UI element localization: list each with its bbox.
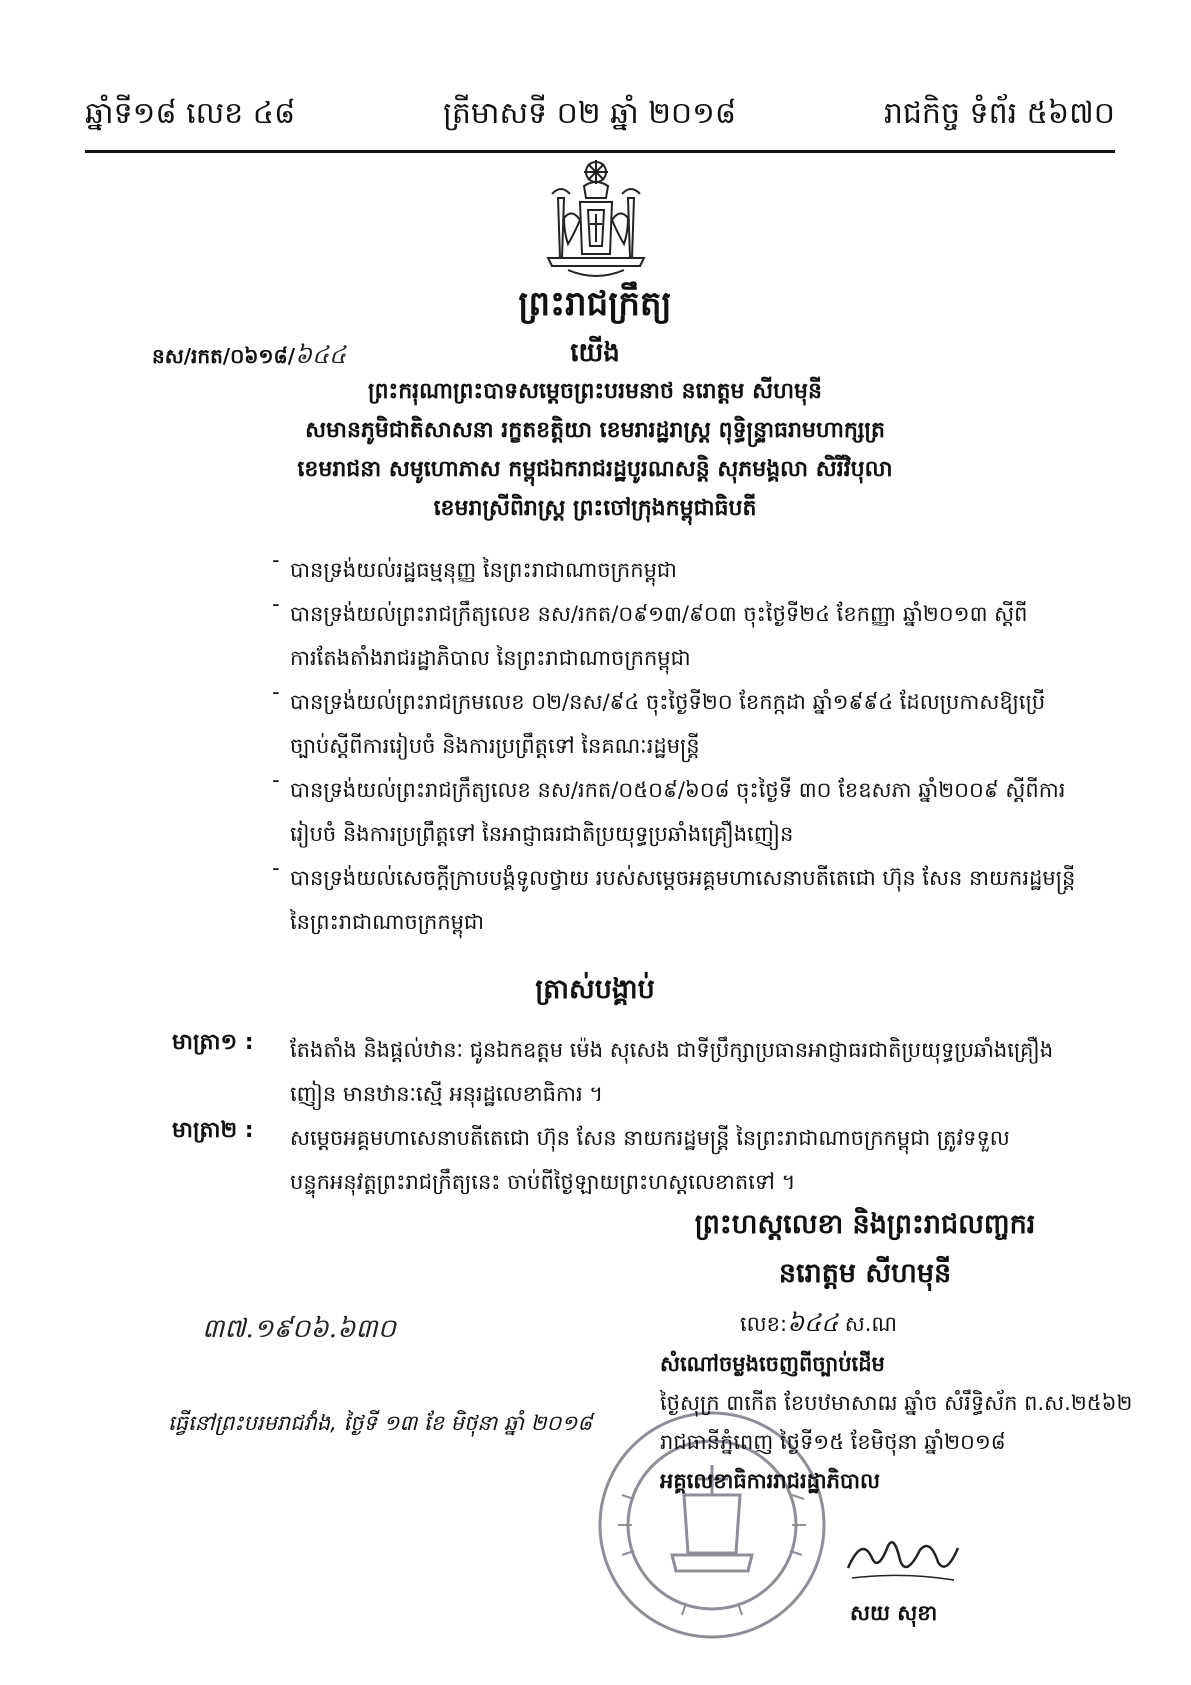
royal-preamble <box>180 372 1010 528</box>
royal-name: នរោត្តម សីហមុនី <box>778 1258 952 1289</box>
consideration-item: - បានទ្រង់យល់ព្រះរាជក្រឹត្យលេខ នស/រកត/០៩១៣/៩០៣ ចុះថ្ងៃទី២៤ ខែកញ្ញា ឆ្នាំ២០១៣ ស្តីពី ការតែងតាំងរាជរដ្ឋាភិបាល នៃព្រះរាជាណាចក្រកម្ពុជា <box>272 592 1052 680</box>
considerations-list <box>272 548 1076 944</box>
consideration-line: បានទ្រង់យល់ព្រះរាជក្រមលេខ ០២/នស/៩៤ ចុះថ្ងៃទី២០ ខែកក្កដា ឆ្នាំ១៩៩៤ ដែលប្រកាសឱ្យប្រើ <box>290 690 1046 714</box>
lunar-date: ថ្ងៃសុក្រ ៣កើត ខែបឋមាសាឍ ឆ្នាំច សំរឹទ្ធិស័ក ព.ស.២៥៦២ <box>660 1391 1133 1415</box>
handwritten-signature-icon <box>842 1528 962 1588</box>
handwritten-note: ៣៧.១៩០៦.៦៣០ <box>202 1314 397 1344</box>
consideration-line: បានទ្រង់យល់សេចក្តីក្រាបបង្គំទូលថ្វាយ របស់សម្តេចអគ្គមហាសេនាបតីតេជោ ហ៊ុន សែន នាយករដ្ឋមន្ត្រី <box>290 866 1076 890</box>
royal-signature-label: ព្រះហស្តលេខា និងព្រះរាជលញ្ចករ <box>694 1209 1036 1240</box>
royal-coat-of-arms-icon <box>538 158 654 286</box>
place-date: ធ្វើនៅព្រះបរមរាជវាំង, ថ្ងៃទី ១៣ ខែ មិថុនា ឆ្នាំ ២០១៨ <box>168 1411 593 1435</box>
article-label: មាត្រា១ : <box>172 1030 254 1055</box>
consideration-line: រៀបចំ និងការប្រព្រឹត្តទៅ នៃអាជ្ញាធរជាតិប្រយុទ្ធប្រឆាំងគ្រឿងញៀន <box>290 822 794 846</box>
preamble-line: ខេមរាស្រីពិរាស្ត្រ ព្រះចៅក្រុងកម្ពុជាធិបតី <box>433 496 757 521</box>
preamble-line: សមានភូមិជាតិសាសនា រក្ខតខត្តិយា ខេមរារដ្ឋរាស្ត្រ ពុទ្ធិន្ទ្រាធរាមហាក្សត្រ <box>305 418 885 443</box>
gazette-page: រាជកិច្ច ទំព័រ ៥៦៧០ <box>883 96 1115 131</box>
consideration-line: បានទ្រង់យល់ព្រះរាជក្រឹត្យលេខ នស/រកត/០៥០៩/៦០៨ ចុះថ្ងៃទី ៣០ ខែឧសភា ឆ្នាំ២០០៩ ស្តីពីការ <box>290 778 1066 802</box>
consideration-item: - បានទ្រង់យល់ព្រះរាជក្រឹត្យលេខ នស/រកត/០៥០៩/៦០៨ ចុះថ្ងៃទី ៣០ ខែឧសភា ឆ្នាំ២០០៩ ស្តីពីការ រៀបចំ និងការប្រព្រឹត្តទៅ នៃអាជ្ញាធរជាតិប្រយុទ្ធប្រឆាំងគ្រឿងញៀន <box>272 768 1052 856</box>
preamble-line: ព្រះករុណាព្រះបាទសម្តេចព្រះបរមនាថ នរោត្តម សីហមុនី <box>368 379 822 404</box>
consideration-line: បានទ្រង់យល់រដ្ឋធម្មនុញ្ញ នៃព្រះរាជាណាចក្រកម្ពុជា <box>290 558 677 582</box>
gazette-date: ត្រីមាសទី ០២ ឆ្នាំ ២០១៨ <box>442 96 737 131</box>
document-title: ព្រះរាជក្រឹត្យ <box>518 284 672 324</box>
deputy-title: អគ្គលេខាធិការរាជរដ្ឋាភិបាល <box>660 1469 880 1493</box>
copy-note: សំណៅចម្លងចេញពីច្បាប់ដើម <box>660 1352 885 1376</box>
consideration-line: បានទ្រង់យល់ព្រះរាជក្រឹត្យលេខ នស/រកត/០៩១៣/៩០៣ ចុះថ្ងៃទី២៤ ខែកញ្ញា ឆ្នាំ២០១៣ ស្តីពី <box>290 602 1028 626</box>
gazette-year-issue: ឆ្នាំទី១៨ លេខ ៤៨ <box>85 96 296 131</box>
reference-handwritten: ៦៤៤ <box>295 341 346 369</box>
we-heading: យើង <box>570 338 620 368</box>
consideration-line: នៃព្រះរាជាណាចក្រកម្ពុជា <box>290 910 485 934</box>
article-line: សម្តេចអគ្គមហាសេនាបតីតេជោ ហ៊ុន សែន នាយករដ្ឋមន្ត្រី នៃព្រះរាជាណាចក្រកម្ពុជា ត្រូវទទួល <box>290 1126 1010 1150</box>
reference-number <box>152 340 346 375</box>
consideration-line: ច្បាប់ស្តីពីការរៀបចំ និងការប្រព្រឹត្តទៅ នៃគណៈរដ្ឋមន្ត្រី <box>290 734 700 758</box>
signature-block <box>650 1208 1133 1499</box>
decree-heading: ត្រាស់បង្គាប់ <box>535 974 655 1005</box>
article-line: បន្ទុកអនុវត្តព្រះរាជក្រឹត្យនេះ ចាប់ពីថ្ងៃឡាយព្រះហស្តលេខាតទៅ ។ <box>290 1170 796 1194</box>
article-label: មាត្រា២ : <box>172 1118 254 1143</box>
preamble-line: ខេមរាជនា សមូហោភាស កម្ពុជឯករាជរដ្ឋបូរណសន្តិ សុភមង្គលា សិរីវិបុលា <box>297 457 893 482</box>
consideration-item: - បានទ្រង់យល់សេចក្តីក្រាបបង្គំទូលថ្វាយ របស់សម្តេចអគ្គមហាសេនាបតីតេជោ ហ៊ុន សែន នាយករដ្ឋមន្ត្រី នៃព្រះរាជាណាចក្រកម្ពុជា <box>272 856 1052 944</box>
gazette-header <box>85 92 1115 138</box>
signer-name: សយ សុខា <box>850 1601 938 1625</box>
registration-number: លេខ:៦៤៤ ស.ណ <box>740 1309 898 1337</box>
consideration-line: ការតែងតាំងរាជរដ្ឋាភិបាល នៃព្រះរាជាណាចក្រកម្ពុជា <box>290 646 691 670</box>
article-line: តែងតាំង និងផ្តល់ឋានៈ ជូនឯកឧត្តម ម៉េង សុសេង ជាទីប្រឹក្សាប្រធានអាជ្ញាធរជាតិប្រយុទ្ធប្រឆាំងគ្រឿង <box>290 1038 1054 1062</box>
certified-place-date: រាជធានីភ្នំពេញ ថ្ងៃទី១៥ ខែមិថុនា ឆ្នាំ២០១៨ <box>660 1430 1006 1454</box>
header-divider <box>85 150 1115 153</box>
consideration-item: - បានទ្រង់យល់រដ្ឋធម្មនុញ្ញ នៃព្រះរាជាណាចក្រកម្ពុជា <box>272 548 1052 592</box>
reference-printed: នស/រកត/០៦១៨/ <box>152 344 296 368</box>
consideration-item: - បានទ្រង់យល់ព្រះរាជក្រមលេខ ០២/នស/៩៤ ចុះថ្ងៃទី២០ ខែកក្កដា ឆ្នាំ១៩៩៤ ដែលប្រកាសឱ្យប្រើ ច្បាប់ស្តីពីការរៀបចំ និងការប្រព្រឹត្តទៅ នៃគណៈរដ្ឋមន្ត្រី <box>272 680 1052 768</box>
article-line: ញៀន មានឋានៈស្មើ អនុរដ្ឋលេខាធិការ ។ <box>290 1082 604 1106</box>
